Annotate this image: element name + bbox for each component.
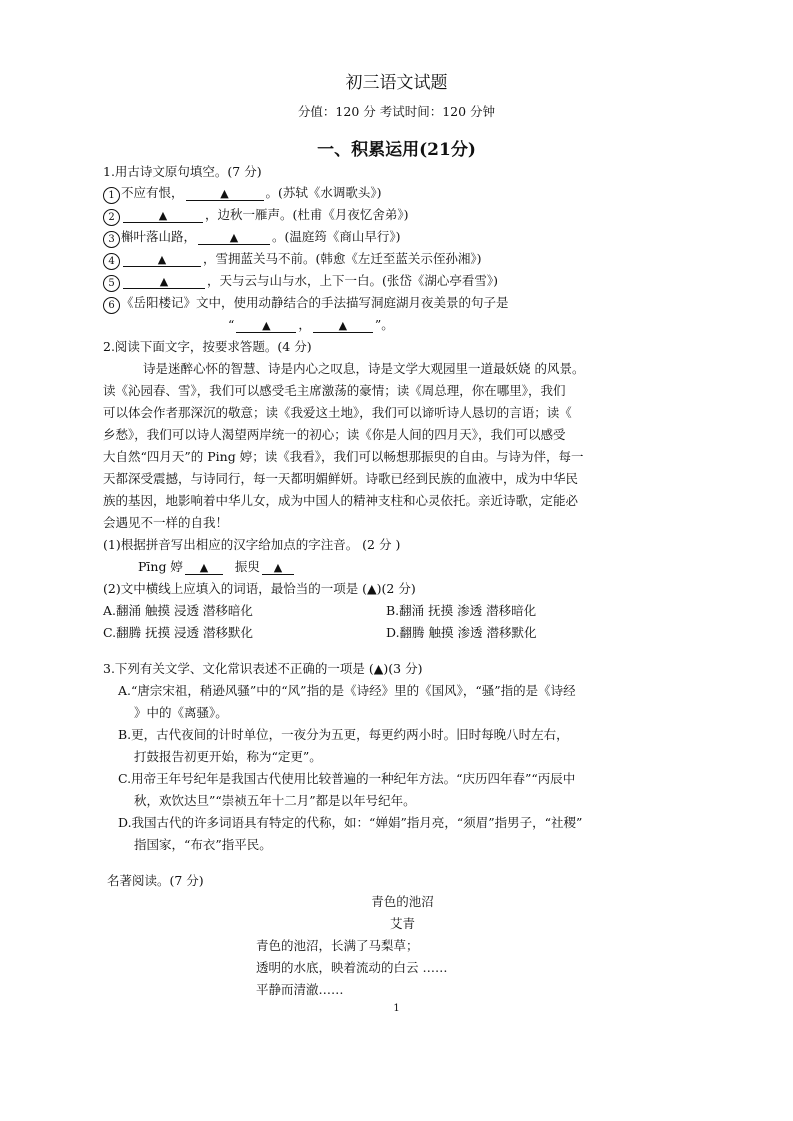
- poem-author: 艾青: [389, 916, 415, 931]
- q2-paragraph-line: 族的基因，地影响着中华儿女，成为中国人的精神支柱和心灵依托。亲近诗歌，定能必: [103, 493, 579, 508]
- q4-stem: 名著阅读。(7 分): [107, 873, 204, 888]
- q2-paragraph-line: 读《沁园春、雪》，我们可以感受毛主席激荡的豪情；读《周总理，你在哪里》，我们: [103, 383, 566, 398]
- triangle-icon: ▲: [158, 209, 168, 222]
- q1-item-5: 5 ▲ ，天与云与山与水，上下一白。(张岱《湖心亭看雪》): [103, 272, 498, 292]
- q2-option-d[interactable]: D.翻腾 触摸 渗透 潜移默化: [386, 625, 537, 640]
- triangle-icon: ▲: [220, 187, 229, 200]
- q2-option-a[interactable]: A.翻涌 触摸 浸透 潜移暗化: [103, 603, 253, 618]
- q1-item-3: 3 槲叶落山路， ▲ 。(温庭筠《商山早行》): [103, 228, 401, 248]
- answer-blank[interactable]: [186, 185, 264, 201]
- q2-paragraph-line: 会遇见不一样的自我！: [103, 515, 229, 530]
- item-number: 6: [103, 297, 120, 314]
- q3-option-b-cont: 打鼓报告初更开始，称为“定更”。: [134, 749, 322, 764]
- q2-option-c[interactable]: C.翻腾 抚摸 浸透 潜移默化: [103, 625, 254, 640]
- answer-blank[interactable]: [123, 273, 205, 289]
- item-number: 2: [103, 209, 120, 226]
- q2-sub2-stem: (2)文中横线上应填入的词语，最恰当的一项是 (▲)(2 分): [103, 581, 416, 596]
- q1-item-6-answers: “ ▲ ， ▲ ”。: [228, 317, 394, 332]
- q2-paragraph-line: 诗是迷醉心怀的智慧、诗是内心之叹息，诗是文学大观园里一道最妖娆 的风景。: [143, 361, 585, 376]
- answer-blank[interactable]: [198, 229, 270, 245]
- triangle-icon: ▲: [262, 319, 271, 332]
- poem-title: 青色的池沼: [371, 894, 434, 909]
- q3-option-d[interactable]: D.我国古代的许多词语具有特定的代称，如：“婵娟”指月亮，“须眉”指男子，“社稷”: [118, 815, 583, 830]
- q3-stem: 3.下列有关文学、文化常识表述不正确的一项是 (▲)(3 分): [103, 661, 423, 676]
- triangle-icon: ▲: [157, 253, 167, 266]
- page-number: 1: [393, 1003, 400, 1014]
- q3-option-c-cont: 秋，欢饮达旦”“崇祯五年十二月”都是以年号纪年。: [134, 793, 416, 808]
- poem-line: 平静而清澈……: [256, 982, 344, 997]
- q3-option-b[interactable]: B.更，古代夜间的计时单位，一夜分为五更，每更约两小时。旧时每晚八时左右，: [118, 727, 569, 742]
- triangle-icon: ▲: [199, 561, 209, 574]
- poem-line: 青色的池沼，长满了马梨草；: [256, 938, 419, 953]
- triangle-icon: ▲: [229, 231, 239, 244]
- item-number: 1: [103, 187, 120, 204]
- q2-stem: 2.阅读下面文字，按要求答题。(4 分): [103, 339, 312, 354]
- q2-sub1-stem: (1)根据拼音写出相应的汉字给加点的字注音。 (2 分 ): [103, 537, 401, 552]
- triangle-icon: ▲: [338, 319, 348, 332]
- triangle-icon: ▲: [273, 561, 283, 574]
- q2-paragraph-line: 天都深受震撼，与诗同行，每一天都明媚鲜妍。诗歌已经到民族的血液中，成为中华民: [103, 471, 579, 486]
- exam-title: 初三语文试题: [345, 73, 448, 93]
- q1-item-1: 1 不应有恨， ▲ 。(苏轼《水调歌头》): [103, 184, 382, 204]
- answer-blank[interactable]: [123, 251, 201, 267]
- q2-paragraph-line: 乡愁》，我们可以诗人渴望两岸统一的初心；读《你是人间的四月天》，我们可以感受: [103, 427, 566, 442]
- q1-stem: 1.用古诗文原句填空。(7 分): [103, 164, 262, 179]
- section-heading: 一、积累运用(21分): [317, 140, 476, 160]
- exam-subtitle: 分值：120 分 考试时间：120 分钟: [297, 104, 496, 119]
- triangle-icon: ▲: [159, 275, 169, 288]
- q2-sub1-answers: Pīng 婷 ▲ 振臾 ▲: [138, 558, 296, 576]
- answer-blank[interactable]: [236, 317, 296, 333]
- poem-line: 透明的水底，映着流动的白云 ……: [256, 960, 448, 975]
- q3-option-c[interactable]: C.用帝王年号纪年是我国古代使用比较普遍的一种纪年方法。“庆历四年春”“丙辰中: [118, 771, 576, 786]
- answer-blank[interactable]: [313, 317, 373, 333]
- item-number: 4: [103, 253, 120, 270]
- q1-item-6: 6 《岳阳楼记》文中，使用动静结合的手法描写洞庭湖月夜美景的句子是: [103, 294, 509, 314]
- q1-item-2: 2 ▲ ，边秋一雁声。(杜甫《月夜忆舍弟》): [103, 206, 409, 226]
- q2-option-b[interactable]: B.翻涌 抚摸 渗透 潜移暗化: [386, 603, 537, 618]
- answer-blank[interactable]: [123, 207, 203, 223]
- answer-blank[interactable]: [262, 559, 294, 575]
- q1-item-4: 4 ▲ ，雪拥蓝关马不前。(韩愈《左迁至蓝关示侄孙湘》): [103, 250, 482, 270]
- q2-paragraph-line: 大自然“四月天”的 Ping 婷；读《我看》，我们可以畅想那振臾的自由。与诗为伴，每一: [103, 449, 584, 464]
- item-number: 5: [103, 275, 120, 292]
- item-number: 3: [103, 231, 120, 248]
- q2-paragraph-line: 可以体会作者那深沉的敬意；读《我爱这土地》，我们可以谛听诗人恳切的言语；读《: [103, 405, 572, 420]
- answer-blank[interactable]: [185, 559, 223, 575]
- q3-option-a-cont: 》中的《离骚》。: [134, 705, 228, 720]
- q3-option-d-cont: 指国家，“布衣”指平民。: [134, 837, 272, 852]
- q3-option-a[interactable]: A.“唐宗宋祖，稍逊风骚”中的“风”指的是《诗经》里的《国风》，“骚”指的是《诗经: [118, 683, 576, 698]
